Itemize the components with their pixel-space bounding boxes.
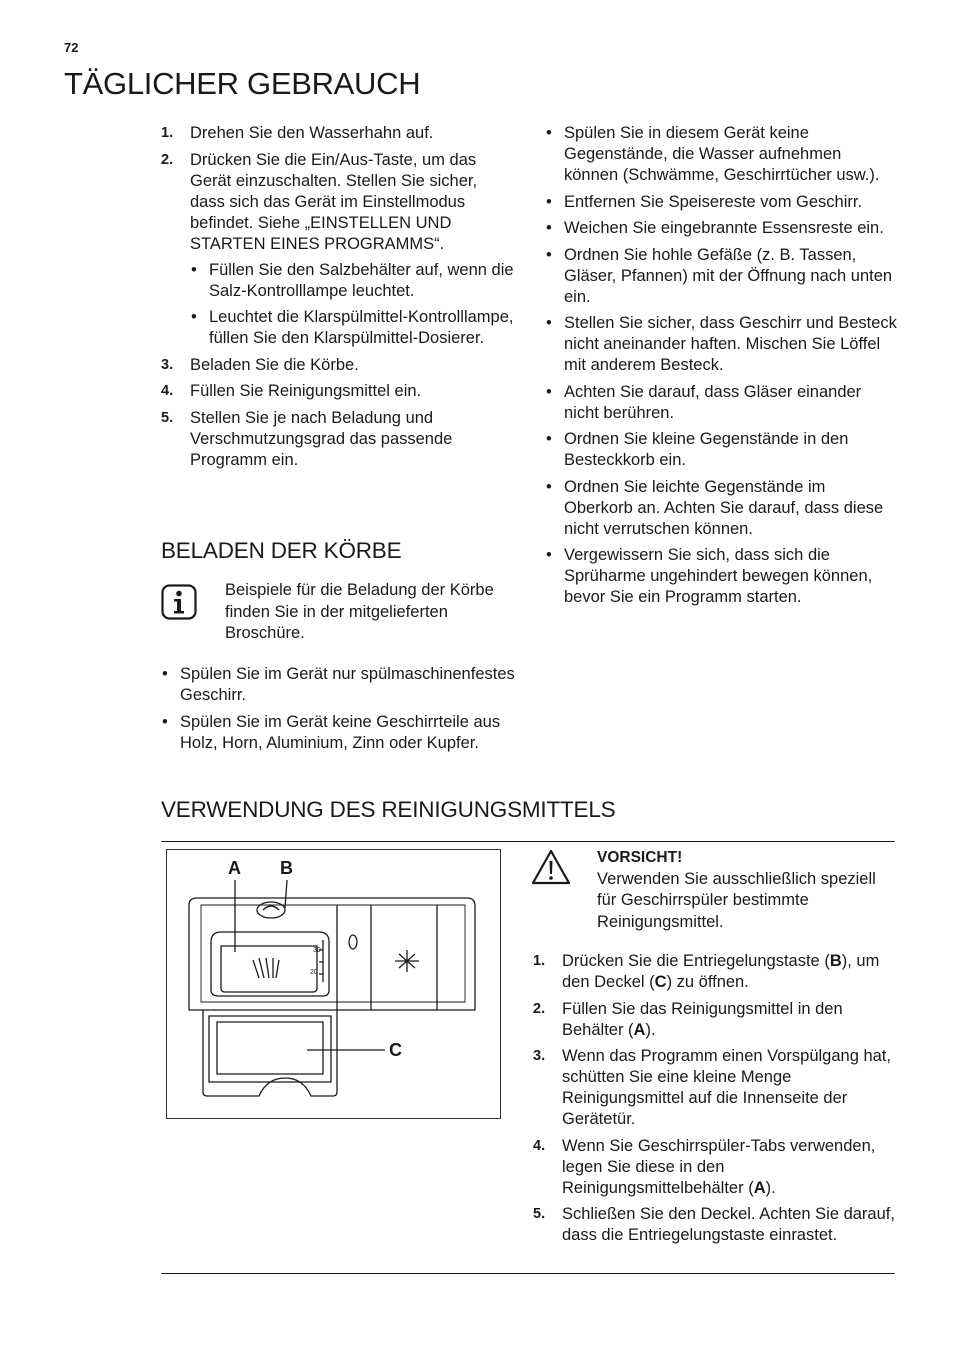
list-item	[161, 381, 516, 402]
caution-text: Verwenden Sie ausschließlich speziell für Geschirrspüler bestimmte Reinigungsmittel.	[597, 869, 876, 931]
list-item	[545, 123, 897, 186]
scale-label-top: 30	[313, 947, 321, 954]
step-text: Wenn Sie Geschirrspüler-Tabs verwenden, legen Sie diese in den Reinigungsmittelbehälter (A).	[562, 1136, 876, 1197]
bullet-text: Entfernen Sie Speisereste vom Geschirr.	[564, 192, 863, 211]
bullet-text: Vergewissern Sie sich, dass sich die Sprüharme ungehindert bewegen können, bevor Sie ein Programm starten.	[564, 546, 873, 606]
bullet-text: Leuchtet die Klarspülmittel-Kontrolllampe, füllen Sie den Klarspülmittel-Dosierer.	[209, 308, 514, 347]
bullet-text: Spülen Sie in diesem Gerät keine Gegenstände, die Wasser aufnehmen können (Schwämme, Geschirrtücher usw.).	[564, 124, 880, 184]
bullet-icon: •	[546, 219, 552, 237]
detergent-steps-section	[533, 951, 895, 1252]
step-number: 2.	[533, 1000, 546, 1017]
list-item	[533, 999, 895, 1041]
part-reference: A	[753, 1178, 766, 1197]
step-number: 1.	[533, 953, 546, 969]
list-item	[190, 260, 516, 302]
list-item	[190, 307, 516, 349]
list-item	[161, 123, 516, 144]
bullet-text: Spülen Sie im Gerät nur spülmaschinenfestes Geschirr.	[180, 665, 515, 704]
step-text: Füllen Sie das Reinigungsmittel in den Behälter (A).	[562, 999, 843, 1039]
step-text: Drehen Sie den Wasserhahn auf.	[190, 124, 434, 142]
loading-section-title: BELADEN DER KÖRBE	[161, 538, 402, 563]
bullet-text: Ordnen Sie hohle Gefäße (z. B. Tassen, Gläser, Pfannen) mit der Öffnung nach unten ein.	[564, 245, 893, 306]
step-text: Wenn das Programm einen Vorspülgang hat, schütten Sie eine kleine Menge Reinigungsmittel auf die Innenseite der Gerätetür.	[562, 1047, 891, 1128]
figure-label-a: A	[228, 858, 241, 878]
step-text: Drücken Sie die Entriegelungstaste (B), um den Deckel (C) zu öffnen.	[562, 952, 880, 991]
caution-title: VORSICHT!	[597, 849, 683, 866]
list-item	[161, 408, 516, 471]
step-number: 4.	[533, 1137, 546, 1154]
list-item	[533, 1136, 895, 1199]
section-divider	[161, 841, 895, 842]
loading-tips-list	[545, 123, 897, 608]
caution-note	[597, 847, 897, 933]
bullet-icon: •	[162, 665, 168, 683]
loading-tips-section	[545, 123, 897, 614]
scale-label-bottom: 20	[310, 969, 318, 976]
bullet-text: Spülen Sie im Gerät keine Geschirrteile aus Holz, Horn, Aluminium, Zinn oder Kupfer.	[180, 712, 501, 752]
loading-bullets-section	[161, 664, 521, 759]
bullet-text: Achten Sie darauf, dass Gläser einander nicht berühren.	[564, 382, 862, 422]
bullet-icon: •	[162, 712, 168, 731]
list-item	[545, 313, 897, 376]
figure-label-c: C	[389, 1040, 402, 1060]
page-title: TÄGLICHER GEBRAUCH	[64, 66, 421, 101]
step-number: 5.	[161, 409, 174, 426]
bullet-text: Füllen Sie den Salzbehälter auf, wenn die Salz-Kontrolllampe leuchtet.	[209, 260, 514, 300]
list-item	[545, 218, 897, 239]
detergent-section-title: VERWENDUNG DES REINIGUNGSMITTELS	[161, 797, 616, 822]
part-reference: A	[633, 1020, 646, 1039]
list-item	[545, 429, 897, 471]
bullet-icon: •	[546, 382, 552, 401]
loading-bullet-list	[161, 664, 521, 754]
step-text: Beladen Sie die Körbe.	[190, 355, 359, 374]
step-number: 4.	[161, 383, 174, 399]
list-item	[533, 1046, 895, 1130]
list-item	[161, 664, 521, 706]
bullet-icon: •	[546, 245, 552, 264]
detergent-steps-list	[533, 951, 895, 1246]
figure-label-b: B	[280, 858, 293, 878]
list-item	[161, 150, 516, 350]
bullet-icon: •	[546, 477, 552, 496]
list-item	[545, 545, 897, 608]
bullet-icon: •	[546, 546, 552, 564]
bullet-icon: •	[191, 260, 197, 279]
step-text: Stellen Sie je nach Beladung und Verschmutzungsgrad das passende Programm ein.	[190, 408, 453, 469]
bullet-icon: •	[546, 430, 552, 448]
list-item	[545, 192, 897, 213]
bullet-text: Weichen Sie eingebrannte Essensreste ein.	[564, 219, 884, 237]
list-item	[545, 477, 897, 540]
step-text: Drücken Sie die Ein/Aus-Taste, um das Gerät einzuschalten. Stellen Sie sicher, dass sich das Gerät im Einstellmodus befindet. Siehe „EINSTELLEN UND STARTEN EINES PROGRAMMS“.	[190, 150, 478, 253]
part-reference: B	[829, 952, 842, 970]
usage-steps-list	[161, 123, 516, 471]
info-icon	[161, 584, 197, 620]
step-number: 3.	[533, 1048, 546, 1064]
list-item	[545, 382, 897, 424]
list-item	[533, 1204, 895, 1246]
page-number: 72	[64, 40, 79, 55]
list-item	[161, 355, 516, 376]
list-item	[533, 951, 895, 993]
list-item	[545, 245, 897, 308]
bullet-text: Ordnen Sie kleine Gegenstände in den Besteckkorb ein.	[564, 430, 849, 469]
info-text: Beispiele für die Beladung der Körbe finden Sie in der mitgelieferten Broschüre.	[225, 581, 494, 642]
step-number: 2.	[161, 151, 174, 168]
detergent-dispenser-figure	[166, 849, 501, 1119]
section-bottom-divider	[161, 1273, 895, 1274]
step-number: 3.	[161, 356, 174, 373]
step-text: Schließen Sie den Deckel. Achten Sie darauf, dass die Entriegelungstaste einrastet.	[562, 1205, 895, 1244]
bullet-text: Stellen Sie sicher, dass Geschirr und Besteck nicht aneinander haften. Mischen Sie Löffel mit anderem Besteck.	[564, 314, 897, 374]
list-item	[161, 712, 521, 754]
step-number: 5.	[533, 1206, 546, 1222]
bullet-icon: •	[191, 308, 197, 326]
warning-icon	[531, 849, 571, 885]
bullet-text: Ordnen Sie leichte Gegenstände im Oberkorb an. Achten Sie darauf, dass diese nicht verrutschen können.	[564, 477, 884, 538]
bullet-icon: •	[546, 124, 552, 142]
part-reference: C	[654, 973, 667, 991]
bullet-icon: •	[546, 192, 552, 211]
dispenser-drawing	[167, 850, 500, 1118]
step-text: Füllen Sie Reinigungsmittel ein.	[190, 382, 422, 400]
usage-steps-section	[161, 123, 516, 476]
bullet-icon: •	[546, 314, 552, 332]
step-number: 1.	[161, 125, 174, 141]
sub-bullet-list	[190, 260, 516, 350]
